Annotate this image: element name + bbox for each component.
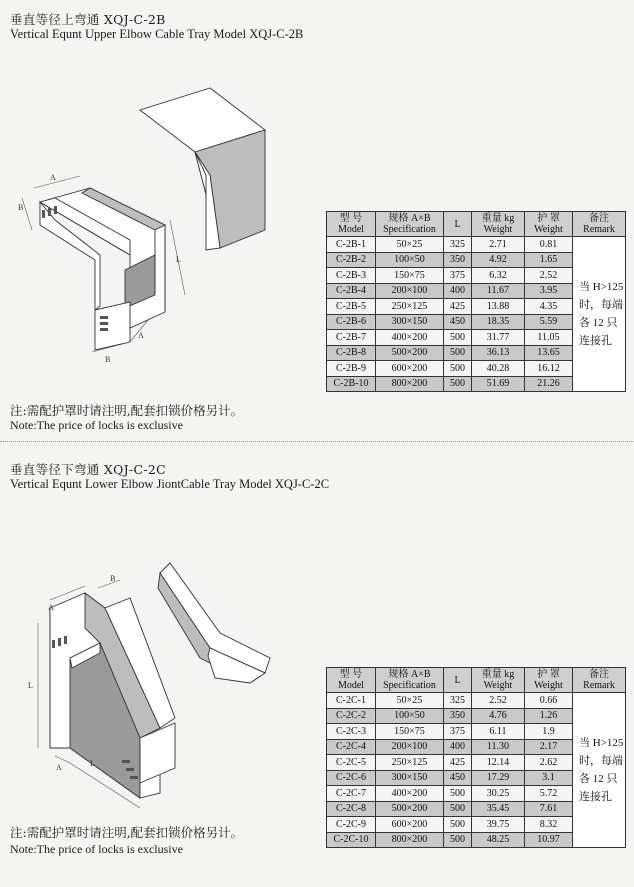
cell-l: 450 [444,314,472,330]
cell-weight: 36.13 [472,345,525,361]
cell-model: C-2B-1 [327,237,376,253]
lower-elbow-label-b: B [110,574,116,583]
header-weight: 重量 kg [481,669,515,680]
upper-elbow-label-a2: A [138,331,144,340]
cell-model: C-2C-3 [327,724,376,740]
cell-spec: 100×50 [376,708,444,724]
upper-elbow-tray [40,188,165,350]
cell-model: C-2B-9 [327,361,376,377]
cell-weight: 35.45 [472,801,525,817]
cell-weight: 6.32 [472,268,525,284]
cell-l: 500 [444,786,472,802]
cell-cover-weight: 16.12 [525,361,573,377]
cell-cover-weight: 2.17 [525,739,573,755]
cell-spec: 250×125 [376,299,444,315]
cell-l: 400 [444,283,472,299]
top-title-cn: 垂直等径上弯通 XQJ-C-2B [10,12,166,27]
cell-cover-weight: 3.95 [525,283,573,299]
cell-cover-weight: 13.65 [525,345,573,361]
cell-l: 325 [444,237,472,253]
lower-elbow-tray [50,593,175,798]
cell-spec: 800×200 [376,832,444,848]
cell-spec: 400×200 [376,786,444,802]
table-row [327,237,626,253]
cell-model: C-2B-7 [327,330,376,346]
cell-model: C-2C-1 [327,693,376,709]
cell-l: 500 [444,345,472,361]
cell-model: C-2B-10 [327,376,376,392]
cell-weight: 17.29 [472,770,525,786]
cell-spec: 600×200 [376,817,444,833]
cell-spec: 50×25 [376,693,444,709]
cell-spec: 500×200 [376,801,444,817]
cell-spec: 50×25 [376,237,444,253]
table-row [327,693,626,709]
cell-l: 450 [444,770,472,786]
cell-weight: 40.28 [472,361,525,377]
bottom-title-cn: 垂直等径下弯通 XQJ-C-2C [10,462,166,477]
cell-model: C-2C-4 [327,739,376,755]
cell-l: 400 [444,739,472,755]
cell-l: 425 [444,299,472,315]
cell-l: 375 [444,268,472,284]
upper-elbow-label-a: A [50,173,56,182]
cell-cover-weight: 1.9 [525,724,573,740]
bottom-note-cn: 注:需配护罩时请注明,配套扣锁价格另计。 [10,825,244,840]
lower-elbow-label-a: A [48,603,54,612]
cell-model: C-2C-10 [327,832,376,848]
cell-spec: 150×75 [376,724,444,740]
cell-cover-weight: 11.05 [525,330,573,346]
cell-spec: 150×75 [376,268,444,284]
cell-weight: 11.30 [472,739,525,755]
cell-l: 350 [444,252,472,268]
cell-spec: 400×200 [376,330,444,346]
cell-model: C-2B-4 [327,283,376,299]
cell-weight: 12.14 [472,755,525,771]
cell-l: 375 [444,724,472,740]
upper-elbow-label-b: B [18,203,24,212]
cell-cover-weight: 7.61 [525,801,573,817]
cell-cover-weight: 5.72 [525,786,573,802]
top-note-cn: 注:需配护罩时请注明,配套扣锁价格另计。 [10,403,244,418]
upper-elbow-label-b2: B [105,355,111,364]
cell-l: 350 [444,708,472,724]
cell-weight: 6.11 [472,724,525,740]
cell-weight: 31.77 [472,330,525,346]
cell-cover-weight: 10.97 [525,832,573,848]
cell-cover-weight: 5.59 [525,314,573,330]
header-l: L [454,674,461,686]
cell-model: C-2C-8 [327,801,376,817]
cell-spec: 200×100 [376,739,444,755]
cell-remark: 当 H>125 时，每端各 12 只连接孔 [573,237,626,392]
cell-cover-weight: 4.35 [525,299,573,315]
cell-l: 500 [444,376,472,392]
lower-elbow-label-l2: L [90,759,95,768]
cell-cover-weight: 1.65 [525,252,573,268]
cell-l: 500 [444,817,472,833]
cell-cover-weight: 8.32 [525,817,573,833]
cell-spec: 200×100 [376,283,444,299]
lower-elbow-drawing [10,548,310,818]
cell-cover-weight: 0.66 [525,693,573,709]
cell-model: C-2C-5 [327,755,376,771]
cell-model: C-2C-7 [327,786,376,802]
header-model: 型 号 [339,669,363,680]
cell-l: 500 [444,801,472,817]
header-weight: 重量 kg [481,213,515,224]
lower-elbow-label-a2: A [56,763,62,772]
cell-spec: 300×150 [376,770,444,786]
bottom-title-en: Vertical Equnt Lower Elbow JiontCable Tray Model XQJ-C-2C [10,477,330,491]
cell-weight: 51.69 [472,376,525,392]
cell-cover-weight: 21.26 [525,376,573,392]
cell-weight: 18.35 [472,314,525,330]
cell-model: C-2C-2 [327,708,376,724]
cell-model: C-2B-2 [327,252,376,268]
top-title-en: Vertical Equnt Upper Elbow Cable Tray Model XQJ-C-2B [10,27,304,41]
cell-cover-weight: 1.26 [525,708,573,724]
lower-elbow-label-l: L [28,681,33,690]
cell-spec: 500×200 [376,345,444,361]
cell-cover-weight: 3.1 [525,770,573,786]
cell-weight: 4.76 [472,708,525,724]
cell-l: 500 [444,330,472,346]
upper-elbow-drawing [10,80,310,370]
header-cover-weight: 护 罩 [537,669,560,680]
cell-weight: 39.75 [472,817,525,833]
cell-model: C-2B-8 [327,345,376,361]
cell-cover-weight: 2.52 [525,268,573,284]
cell-weight: 2.71 [472,237,525,253]
header-remark: 备注 [589,669,609,680]
table-header-row: 型 号 Model 规格 A×B Specification L 重量 kg Weight 护 罩 Weight 备注 Remark [327,668,626,693]
table-header-row: 型 号 Model 规格 A×B Specification L 重量 kg Weight 护 罩 Weight 备注 Remark [327,212,626,237]
cell-spec: 600×200 [376,361,444,377]
cell-model: C-2B-3 [327,268,376,284]
cell-model: C-2C-9 [327,817,376,833]
cell-spec: 250×125 [376,755,444,771]
cell-weight: 4.92 [472,252,525,268]
cell-l: 325 [444,693,472,709]
cell-weight: 48.25 [472,832,525,848]
bottom-note-en: Note:The price of locks is exclusive [10,842,183,856]
cell-spec: 100×50 [376,252,444,268]
cell-weight: 13.88 [472,299,525,315]
header-spec: 规格 A×B [388,669,431,680]
cell-l: 425 [444,755,472,771]
lower-elbow-cover [158,563,270,683]
cell-model: C-2B-5 [327,299,376,315]
cell-l: 500 [444,832,472,848]
section-divider [0,441,634,442]
cell-cover-weight: 0.81 [525,237,573,253]
header-l: L [454,218,461,230]
header-model: 型 号 [339,213,363,224]
cell-spec: 300×150 [376,314,444,330]
spec-table-bottom [326,667,626,848]
cell-weight: 11.67 [472,283,525,299]
header-remark: 备注 [589,213,609,224]
cell-weight: 30.25 [472,786,525,802]
cell-remark: 当 H>125 时，每端各 12 只连接孔 [573,693,626,848]
cell-spec: 800×200 [376,376,444,392]
spec-table-top [326,211,626,392]
cell-cover-weight: 2.62 [525,755,573,771]
cell-model: C-2B-6 [327,314,376,330]
cell-weight: 2.52 [472,693,525,709]
top-note-en: Note:The price of locks is exclusive [10,418,183,432]
upper-elbow-label-l: L [176,255,181,264]
header-cover-weight: 护 罩 [537,213,560,224]
cell-l: 500 [444,361,472,377]
cell-model: C-2C-6 [327,770,376,786]
header-spec: 规格 A×B [388,213,431,224]
